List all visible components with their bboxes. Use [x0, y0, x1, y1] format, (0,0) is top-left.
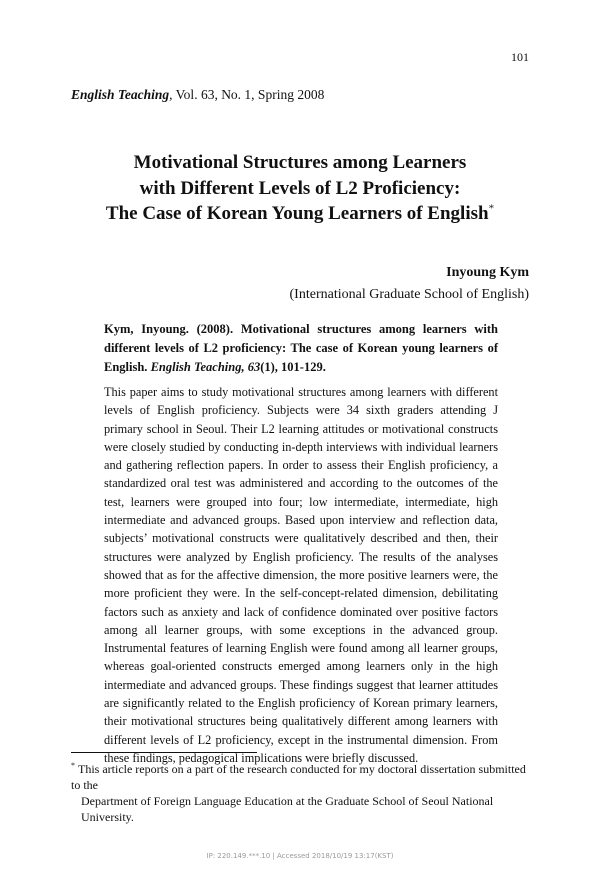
citation-issue-pages: (1), 101-129.: [260, 360, 326, 374]
footnote: [71, 761, 531, 825]
abstract: This paper aims to study motivational structures among learners with different levels of English proficiency. Subjects were 34 sixth graders attending J primary school in Seoul. Their L2 learning attitudes or motivational constructs were closely studied by conducting in-depth interviews with individual learners and gathering reflection papers. In order to assess their English proficiency, a standardized oral test was administered and according to the outcomes of the test, learners were grouped into four; low intermediate, intermediate, high intermediate and advanced groups. Based upon interview and reflection data, subjects’ motivational constructs were qualitatively described and then, their structures were analyzed by English proficiency. The results of the analyses showed that as for the affective dimension, the more positive learners were, the more proficient they were. In the self-concept-related dimension, debilitating factors such as anxiety and lack of confidence dominated over positive factors among all learner groups, with some exceptions in the advanced group. Instrumental features of learning English were found among all learner groups, whereas goal-oriented constructs emerged among learners only in the high intermediate and advanced groups. These findings suggest that learner attitudes are significantly related to the English proficiency of Korean primary learners, their motivational structures being qualitatively different among learners with different levels of L2 proficiency, except in the instrumental dimension. From these findings, pedagogical implications were briefly discussed.: [104, 385, 498, 765]
citation: [104, 320, 498, 377]
title-footnote-marker: *: [488, 202, 495, 215]
title-line-3-wrap: [0, 201, 600, 227]
journal-name: English Teaching: [71, 87, 170, 102]
access-stamp: IP: 220.149.***.10 | Accessed 2018/10/19 13:17(KST): [206, 852, 394, 860]
page-number: 101: [511, 50, 529, 64]
author-block: [290, 262, 529, 306]
title-line-1: Motivational Structures among Learners: [133, 152, 467, 173]
citation-text: Kym, Inyoung. (2008). Motivational structures among learners with different levels of L2 proficiency: The case of Korean young learners of English.: [104, 322, 498, 374]
footnote-marker: *: [71, 761, 75, 770]
author-affiliation: (International Graduate School of English): [289, 287, 529, 302]
journal-details: , Vol. 63, No. 1, Spring 2008: [169, 87, 325, 102]
footnote-line-2: Department of Foreign Language Education at the Graduate School of Seoul National University.: [81, 794, 494, 824]
paper-title: [0, 150, 600, 227]
title-line-2: with Different Levels of L2 Proficiency:: [139, 177, 461, 199]
author-name: Inyoung Kym: [446, 265, 529, 280]
footnote-divider: [71, 752, 257, 753]
footnote-line-1: This article reports on a part of the research conducted for my doctoral dissertation submitted to the: [71, 762, 526, 792]
citation-journal: English Teaching, 63: [150, 360, 261, 374]
title-line-3: The Case of Korean Young Learners of English: [105, 203, 489, 224]
journal-header: [71, 87, 324, 103]
